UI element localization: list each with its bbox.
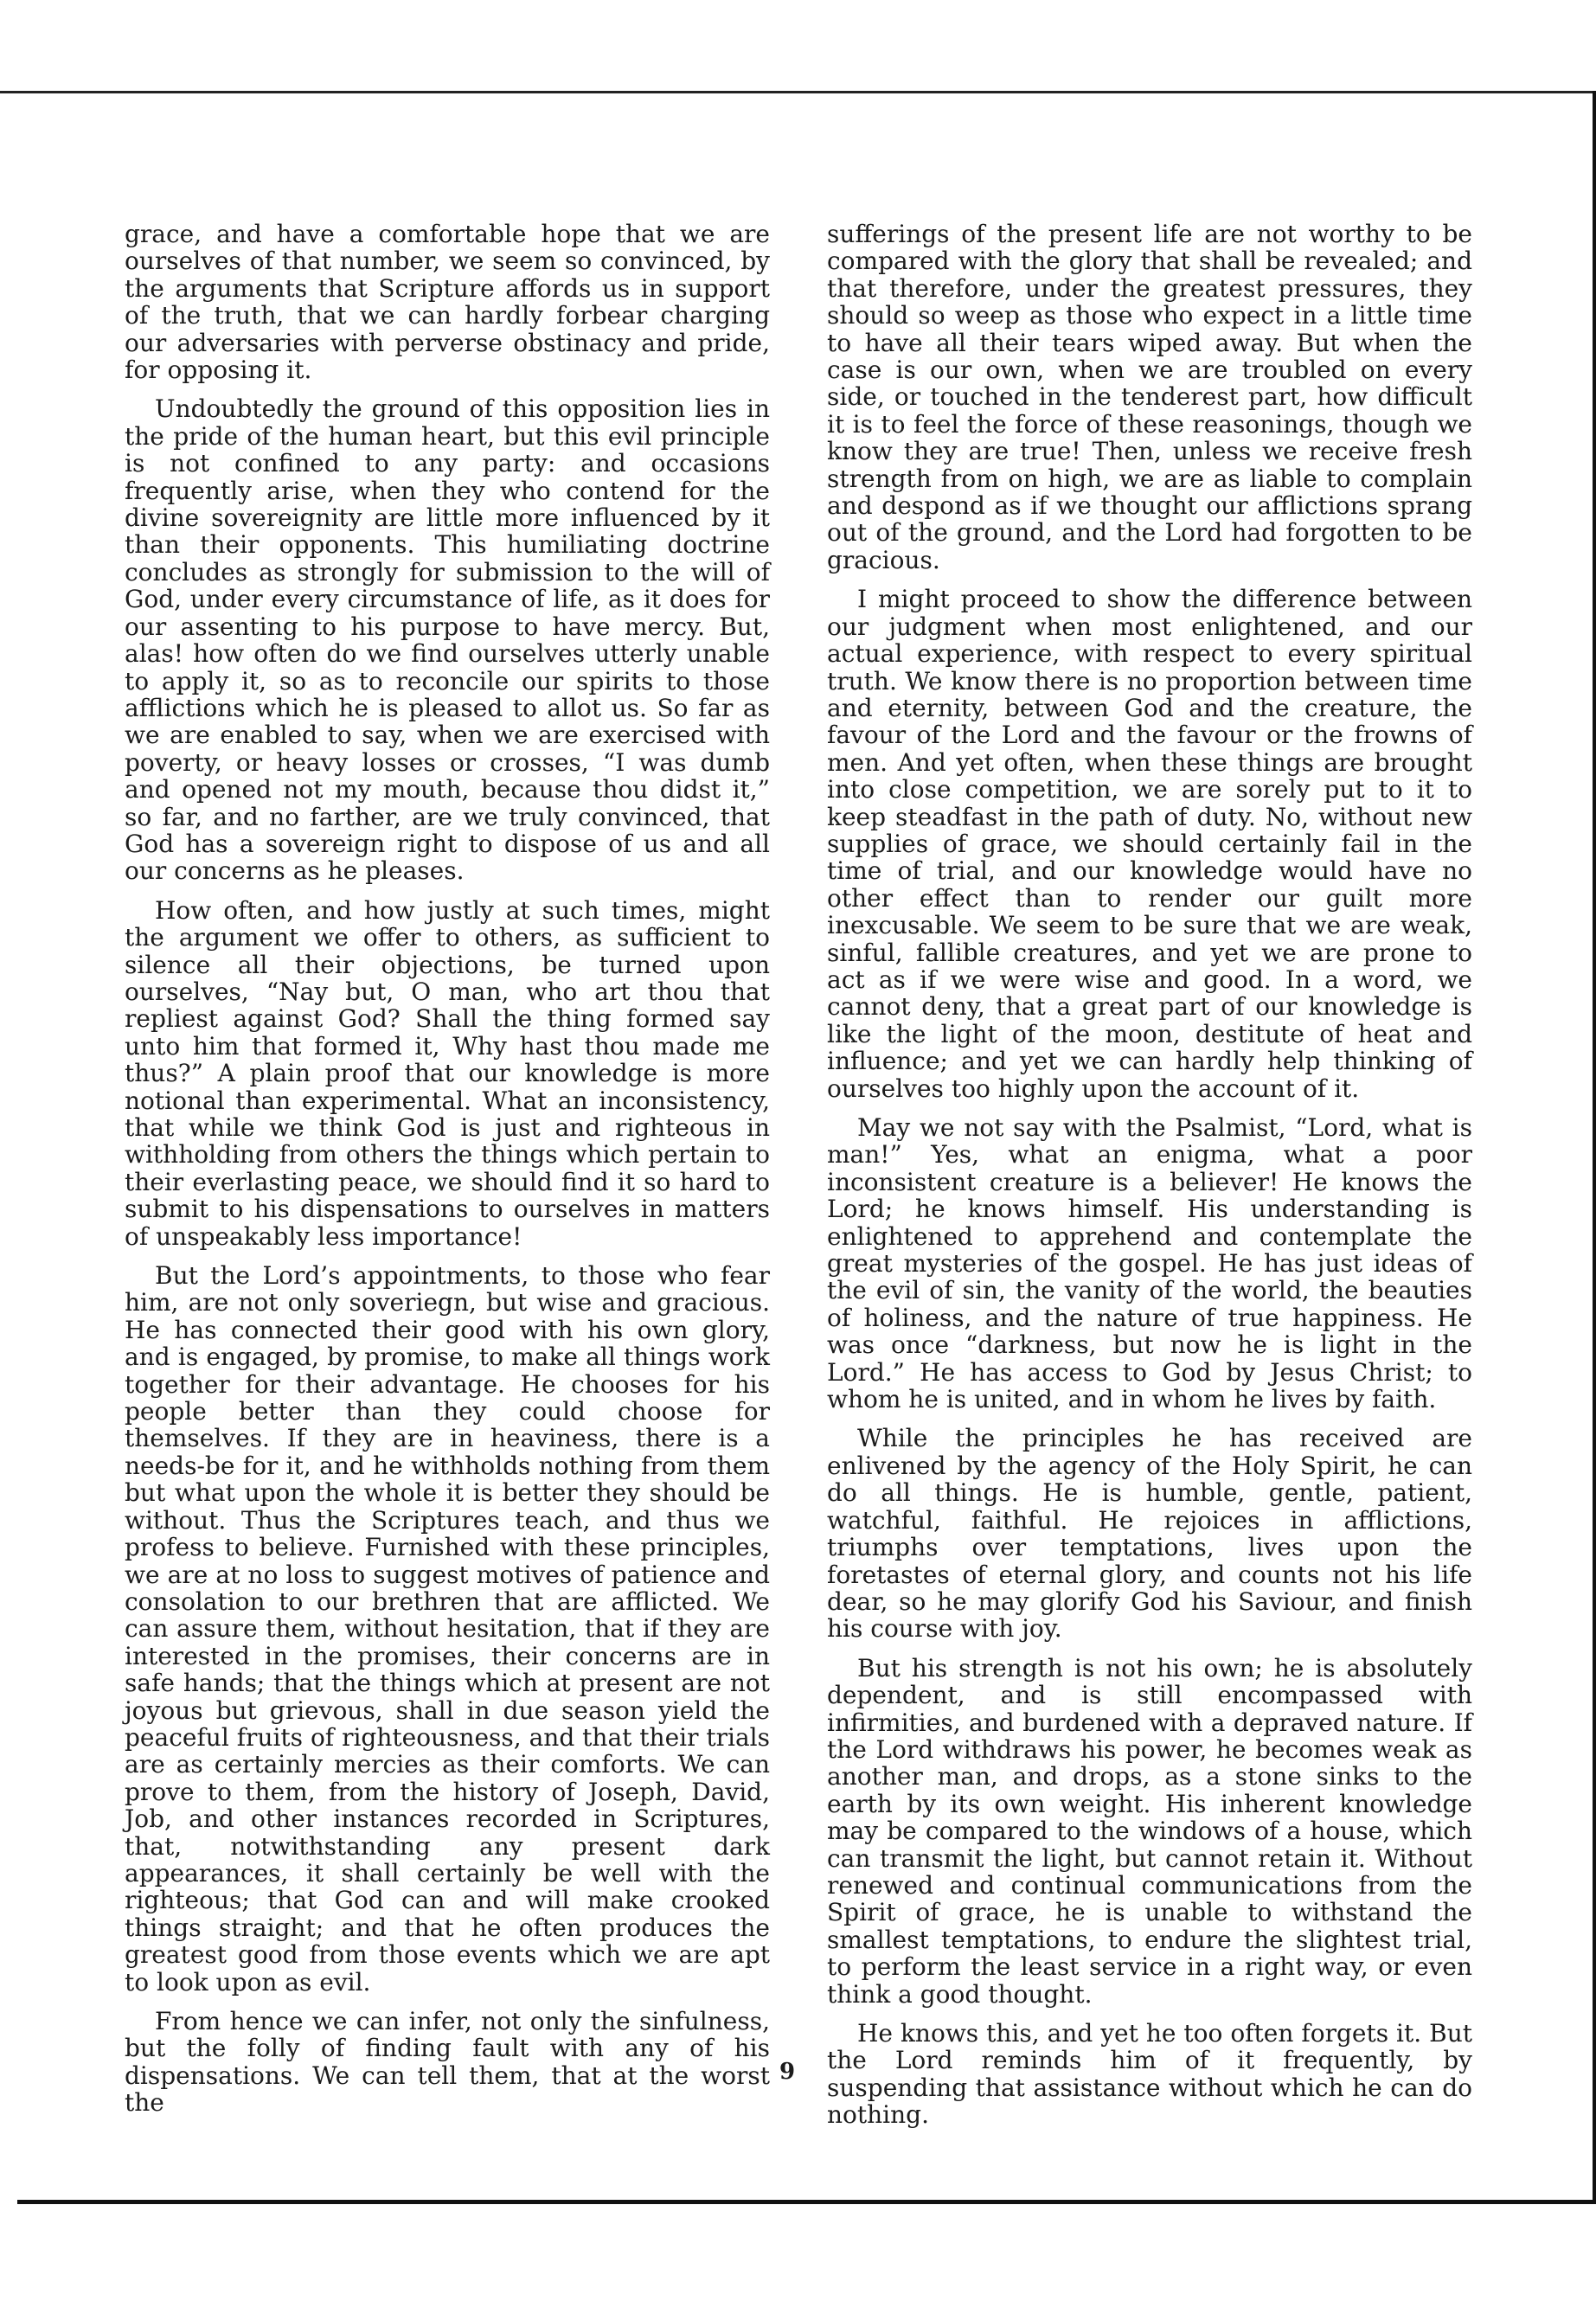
paragraph: From hence we can infer, not only the sinfulness, but the folly of finding fault with any of his dispensations. We can tell them, that at the worst the [125,2007,770,2118]
bottom-border-rule [17,2200,1596,2204]
paragraph: While the principles he has received are enlivened by the agency of the Holy Spirit, he can do all things. He is humble, gentle, patient, watchful, faithful. He rejoices in afflictions, triumphs over temptations, lives upon the foretastes of eternal glory, and counts not his life dear, so he may glorify God his Saviour, and finish his course with joy. [827,1424,1472,1644]
paragraph: How often, and how justly at such times, might the argument we offer to others, as sufficient to silence all their objections, be turned upon ourselves, “Nay but, O man, who art thou that repliest against God? Shall the thing formed say unto him that formed it, Why hast thou made me thus?” A plain proof that our knowledge is more notional than experimental. What an inconsistency, that while we think God is just and righteous in withholding from others the things which pertain to their everlasting peace, we should find it so hard to submit to his dispensations to ourselves in matters of unspeakably less importance! [125,895,770,1251]
paragraph: He knows this, and yet he too often forgets it. But the Lord reminds him of it frequently, by suspending that assistance without which he can do nothing. [827,2019,1472,2130]
paragraph: I might proceed to show the difference between our judgment when most enlightened, and our actual experience, with respect to every spiritual truth. We know there is no proportion between time and eternity, between God and the creature, the favour of the Lord and the favour or the frowns of men. And yet often, when these things are brought into close competition, we are sorely put to it to keep steadfast in the path of duty. No, without new supplies of grace, we should certainly fail in the time of trial, and our knowledge would have no other effect than to render our guilt more inexcusable. We seem to be sure that we are weak, sinful, fallible creatures, and yet we are prone to act as if we were wise and good. In a word, we cannot deny, that a great part of our knowledge is like the light of the moon, destitute of heat and influence; and yet we can hardly help thinking of ourselves too highly upon the account of it. [827,585,1472,1103]
paragraph: May we not say with the Psalmist, “Lord, what is man!” Yes, what an enigma, what a poor inconsistent creature is a believer! He knows the Lord; he knows himself. His understanding is enlightened to apprehend and contemplate the great mysteries of the gospel. He has just ideas of the evil of sin, the vanity of the world, the beauties of holiness, and the nature of true happiness. He was once “darkness, but now he is light in the Lord.” He has access to God by Jesus Christ; to whom he is united, and in whom he lives by faith. [827,1113,1472,1414]
paragraph: Undoubtedly the ground of this opposition lies in the pride of the human heart, but this evil principle is not confined to any party: and occasions frequently arise, when they who contend for the divine sovereignity are little more influenced by it than their opponents. This humiliating doctrine concludes as strongly for submission to the will of God, under every circumstance of life, as it does for our assenting to his purpose to have mercy. But, alas! how often do we find ourselves utterly unable to apply it, so as to reconcile our spirits to those afflictions which he is pleased to allot us. So far as we are enabled to say, when we are exercised with poverty, or heavy losses or crosses, “I was dumb and opened not my mouth, because thou didst it,” so far, and no farther, are we truly convinced, that God has a sovereign right to dispose of us and all our concerns as he pleases. [125,394,770,886]
page-number: 9 [779,2059,796,2085]
right-column [827,221,1472,2141]
paragraph: But his strength is not his own; he is absolutely dependent, and is still encompassed with infirmities, and burdened with a depraved nature. If the Lord withdraws his power, he becomes weak as another man, and drops, as a stone sinks to the earth by its own weight. His inherent knowledge may be compared to the windows of a house, which can transmit the light, but cannot retain it. Without renewed and continual communications from the Spirit of grace, he is unable to withstand the smallest temptations, to endure the slightest trial, to perform the least service in a right way, or even think a good thought. [827,1653,1472,2009]
paragraph: sufferings of the present life are not worthy to be compared with the glory that shall be revealed; and that therefore, under the greatest pressures, they should so weep as those who expect in a little time to have all their tears wiped away. But when the case is our own, when we are troubled on every side, or touched in the tenderest part, how difficult it is to feel the force of these reasonings, though we know they are true! Then, unless we receive fresh strength from on high, we are as liable to complain and despond as if we thought our afflictions sprang out of the ground, and the Lord had forgotten to be gracious. [827,220,1472,574]
right-border-rule [1593,91,1596,2202]
paragraph: But the Lord’s appointments, to those who fear him, are not only soveriegn, but wise and gracious. He has connected their good with his own glory, and is engaged, by promise, to make all things work together for their advantage. He chooses for his people better than they could choose for themselves. If they are in heaviness, there is a needs-be for it, and he withholds nothing from them but what upon the whole it is better they should be without. Thus the Scriptures teach, and thus we profess to believe. Furnished with these principles, we are at no loss to suggest motives of patience and consolation to our brethren that are afflicted. We can assure them, without hesitation, that if they are interested in the promises, their concerns are in safe hands; that the things which at present are not joyous but grievous, shall in due season yield the peaceful fruits of righteousness, and that their trials are as certainly mercies as their comforts. We can prove to them, from the history of Joseph, David, Job, and other instances recorded in Scriptures, that, notwithstanding any present dark appearances, it shall certainly be well with the righteous; that God can and will make crooked things straight; and that he often produces the greatest good from those events which we are apt to look upon as evil. [125,1261,770,1997]
top-border-rule [0,91,1596,93]
left-column [125,221,770,2129]
paragraph: grace, and have a comfortable hope that we are ourselves of that number, we seem so convinced, by the arguments that Scripture affords us in support of the truth, that we can hardly forbear charging our adversaries with perverse obstinacy and pride, for opposing it. [125,220,770,385]
